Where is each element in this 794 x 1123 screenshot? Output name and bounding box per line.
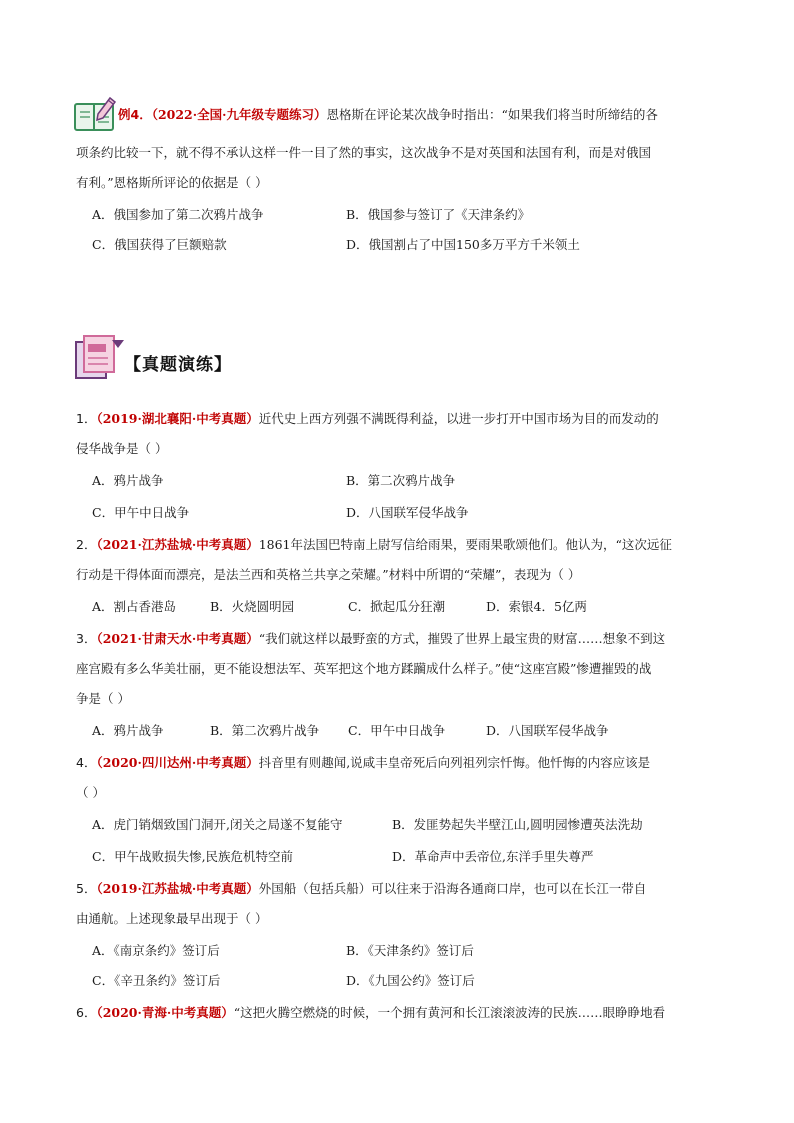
- question-source: （2019·江苏盐城·中考真题）: [96, 881, 259, 896]
- q4-option-c: C．甲午战败损失惨,民族危机特空前: [92, 849, 294, 864]
- notebook-pencil-icon: [72, 94, 118, 134]
- question-number: 1．: [76, 411, 97, 426]
- question-4-line-1: [76, 754, 726, 772]
- q2-option-d: D．索银4．5亿两: [486, 599, 587, 614]
- question-source: （2021·江苏盐城·中考真题）: [96, 537, 259, 552]
- example-option-b: B．俄国参与签订了《天津条约》: [346, 207, 531, 222]
- example-4-line-3: 有利。”恩格斯所评论的依据是（ ）: [76, 175, 268, 190]
- question-6-line-1: [76, 1004, 726, 1022]
- question-5-line-1: [76, 880, 726, 898]
- example-source: （2022·全国·九年级专题练习）: [151, 107, 327, 122]
- q5-option-b: B．《天津条约》签订后: [346, 943, 474, 958]
- q1-option-c: C．甲午中日战争: [92, 505, 190, 520]
- example-stem-1: 恩格斯在评论某次战争时指出：“如果我们将当时所缔结的各: [326, 107, 658, 122]
- q1-option-b: B．第二次鸦片战争: [346, 473, 456, 488]
- question-2-line-2: 行动是干得体面而漂亮，是法兰西和英格兰共享之荣耀。”材料中所谓的“荣耀”，表现为（ ）: [76, 567, 581, 582]
- question-1-line-2: 侵华战争是（ ）: [76, 441, 168, 456]
- question-text: “这把火腾空燃烧的时候，一个拥有黄河和长江滚滚波涛的民族……眼睁睁地看: [233, 1005, 666, 1020]
- q2-option-a: A．割占香港岛: [92, 599, 177, 614]
- question-source: （2021·甘肃天水·中考真题）: [96, 631, 259, 646]
- question-source: （2020·四川达州·中考真题）: [96, 755, 259, 770]
- question-text: 1861年法国巴特南上尉写信给雨果，要雨果歌颂他们。他认为，“这次远征: [258, 537, 672, 552]
- question-4-line-2: （ ）: [76, 785, 105, 800]
- question-number: 3．: [76, 631, 97, 646]
- question-5-line-2: 由通航。上述现象最早出现于（ ）: [76, 911, 268, 926]
- q3-option-d: D．八国联军侵华战争: [486, 723, 609, 738]
- example-option-d: D．俄国割占了中国150多万平方千米领土: [346, 237, 580, 252]
- question-number: 2．: [76, 537, 97, 552]
- question-text: 外国船（包括兵船）可以往来于沿海各通商口岸，也可以在长江一带自: [258, 881, 647, 896]
- question-1-line-1: [76, 410, 726, 428]
- q1-option-a: A．鸦片战争: [92, 473, 164, 488]
- q4-option-d: D．革命声中丢帝位,东洋手里失尊严: [392, 849, 594, 864]
- q3-option-c: C．甲午中日战争: [348, 723, 446, 738]
- question-2-line-1: [76, 536, 726, 554]
- q5-option-c: C．《辛丑条约》签订后: [92, 973, 221, 988]
- question-source: （2020·青海·中考真题）: [96, 1005, 234, 1020]
- q1-option-d: D．八国联军侵华战争: [346, 505, 469, 520]
- question-3-line-2: 座宫殿有多么华美壮丽，更不能设想法军、英军把这个地方蹂躏成什么样子。”使“这座宫殿”惨遭摧毁的战: [76, 661, 652, 676]
- example-option-a: A．俄国参加了第二次鸦片战争: [92, 207, 264, 222]
- question-number: 5．: [76, 881, 97, 896]
- example-option-c: C．俄国获得了巨额赔款: [92, 237, 227, 252]
- question-source: （2019·湖北襄阳·中考真题）: [96, 411, 259, 426]
- question-text: 近代史上西方列强不满既得利益，以进一步打开中国市场为目的而发动的: [258, 411, 659, 426]
- q2-option-c: C．掀起瓜分狂潮: [348, 599, 446, 614]
- question-number: 6．: [76, 1005, 97, 1020]
- question-text: “我们就这样以最野蛮的方式，摧毁了世界上最宝贵的财富……想象不到这: [258, 631, 666, 646]
- q3-option-a: A．鸦片战争: [92, 723, 164, 738]
- question-text: 抖音里有则趣闻,说咸丰皇帝死后向列祖列宗忏悔。他忏悔的内容应该是: [258, 755, 651, 770]
- example-label: 例4．: [118, 107, 152, 122]
- q4-option-a: A．虎门销烟致国门洞开,闭关之局遂不复能守: [92, 817, 343, 832]
- documents-icon: [74, 334, 126, 382]
- question-3-line-1: [76, 630, 726, 648]
- q3-option-b: B．第二次鸦片战争: [210, 723, 320, 738]
- q5-option-d: D．《九国公约》签订后: [346, 973, 475, 988]
- section-title: 【真题演练】: [124, 355, 232, 375]
- q4-option-b: B．发匪势起失半壁江山,圆明园惨遭英法洗劫: [392, 817, 643, 832]
- example-4-line-1: [118, 106, 728, 124]
- q2-option-b: B．火烧圆明园: [210, 599, 295, 614]
- question-number: 4．: [76, 755, 97, 770]
- question-3-line-3: 争是（ ）: [76, 691, 130, 706]
- q5-option-a: A．《南京条约》签订后: [92, 943, 220, 958]
- example-4-line-2: 项条约比较一下，就不得不承认这样一件一目了然的事实，这次战争不是对英国和法国有利，而是对俄国: [76, 145, 652, 160]
